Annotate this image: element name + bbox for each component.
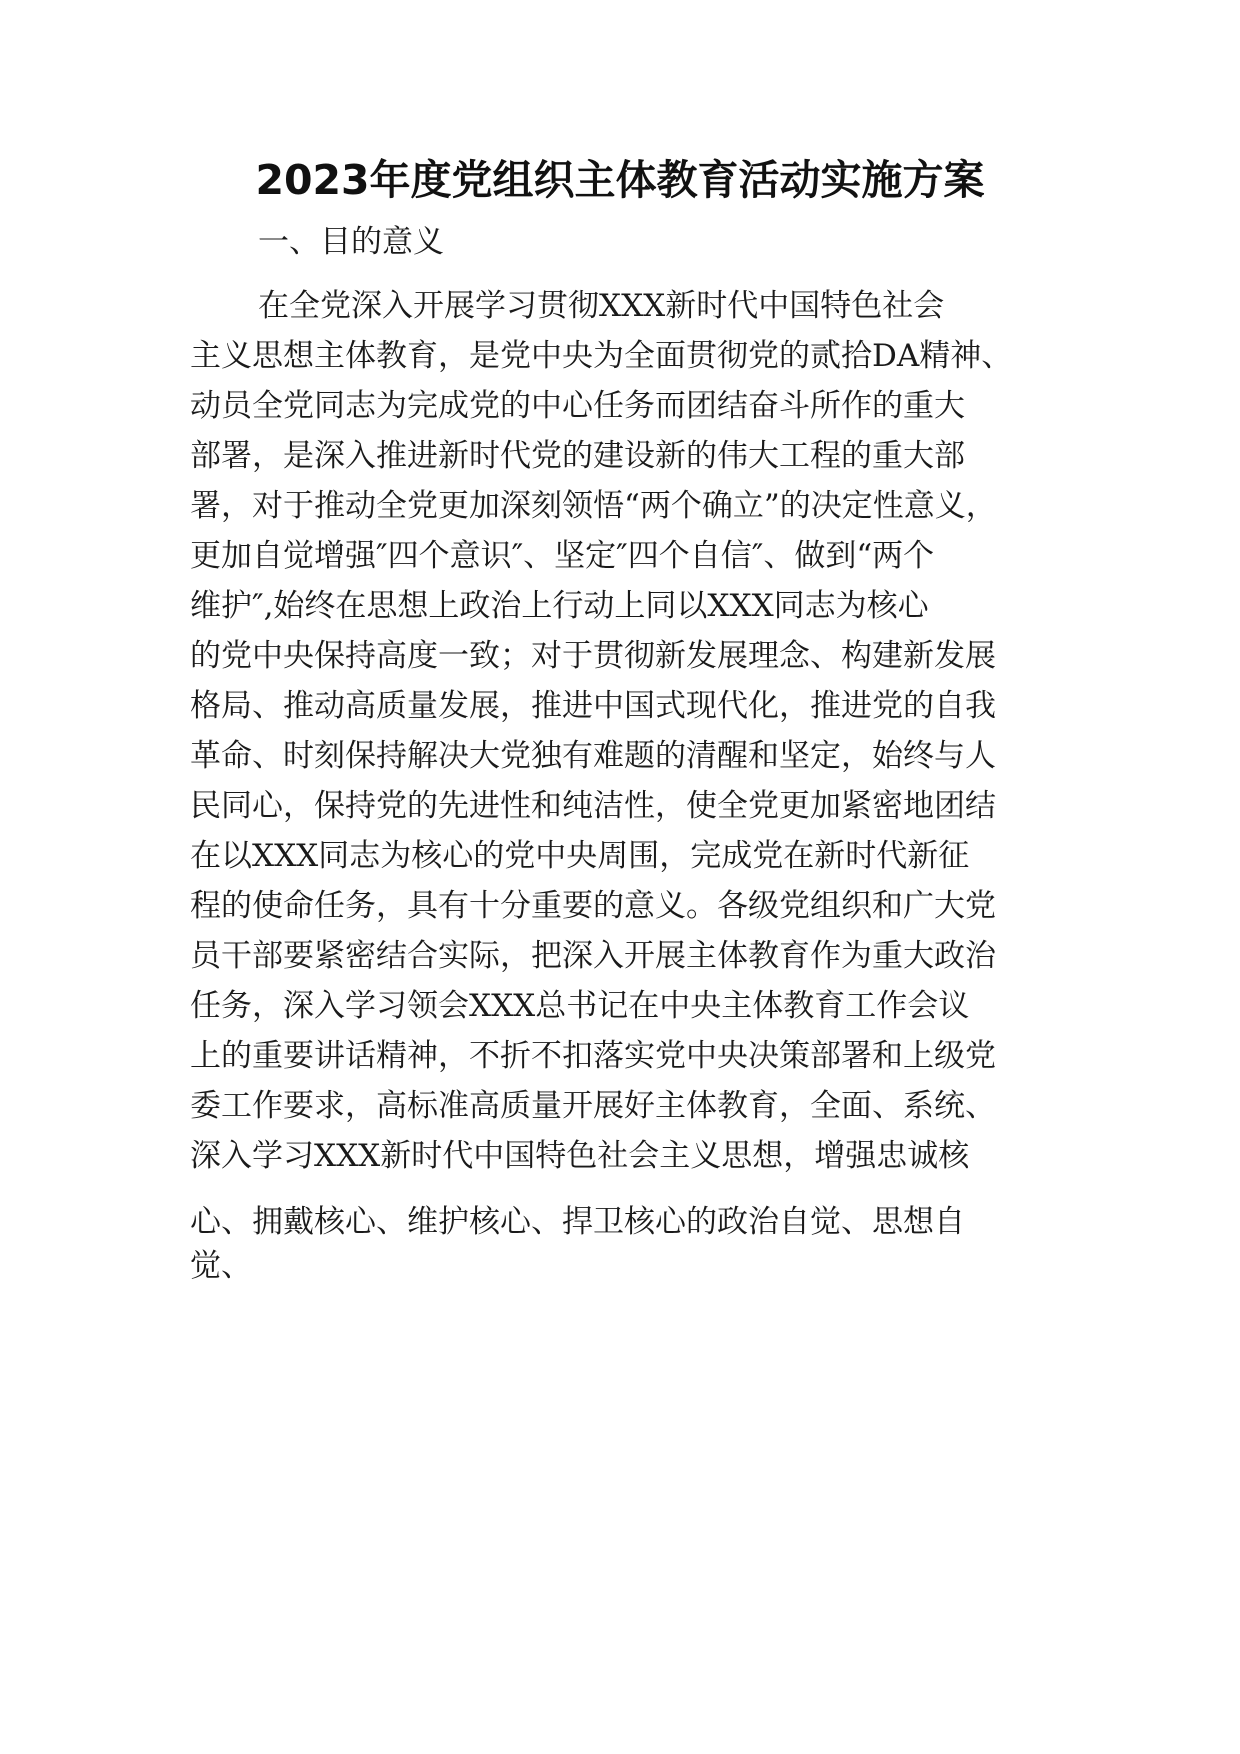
- body-line: 民同心，保持党的先进性和纯洁性，使全党更加紧密地团结: [190, 788, 996, 824]
- body-line: 上的重要讲话精神，不折不扣落实党中央决策部署和上级党: [190, 1038, 996, 1074]
- body-line: 的党中央保持高度一致；对于贯彻新发展理念、构建新发展: [190, 638, 996, 674]
- body-line: 任务，深入学习领会XXX总书记在中央主体教育工作会议: [190, 988, 970, 1024]
- body-line: 动员全党同志为完成党的中心任务而团结奋斗所作的重大: [190, 388, 965, 424]
- body-line: 更加自觉增强″四个意识″、坚定″四个自信″、做到“两个: [190, 538, 935, 574]
- body-line: 心、拥戴核心、维护核心、捍卫核心的政治自觉、思想自: [190, 1204, 965, 1240]
- document-title: 2023年度党组织主体教育活动实施方案: [255, 156, 985, 204]
- body-line: 深入学习XXX新时代中国特色社会主义思想，增强忠诚核: [190, 1138, 970, 1174]
- body-line: 部署，是深入推进新时代党的建设新的伟大工程的重大部: [190, 438, 965, 474]
- section-heading: 一、目的意义: [258, 224, 444, 260]
- body-line: 员干部要紧密结合实际，把深入开展主体教育作为重大政治: [190, 938, 996, 974]
- body-line: 委工作要求，高标准高质量开展好主体教育，全面、系统、: [190, 1088, 996, 1124]
- body-line: 在以XXX同志为核心的党中央周围，完成党在新时代新征: [190, 838, 970, 874]
- body-line: 署，对于推动全党更加深刻领悟“两个确立”的决定性意义，: [190, 488, 997, 524]
- body-line: 主义思想主体教育，是党中央为全面贯彻党的贰拾DA精神、: [190, 338, 1013, 374]
- body-line: 在全党深入开展学习贯彻XXX新时代中国特色社会: [258, 288, 945, 324]
- body-line: 格局、推动高质量发展，推进中国式现代化，推进党的自我: [190, 688, 996, 724]
- body-line: 维护″,始终在思想上政治上行动上同以XXX同志为核心: [190, 588, 929, 624]
- body-line: 革命、时刻保持解决大党独有难题的清醒和坚定，始终与人: [190, 738, 996, 774]
- body-line: 觉、: [190, 1248, 252, 1284]
- body-line: 程的使命任务，具有十分重要的意义。各级党组织和广大党: [190, 888, 996, 924]
